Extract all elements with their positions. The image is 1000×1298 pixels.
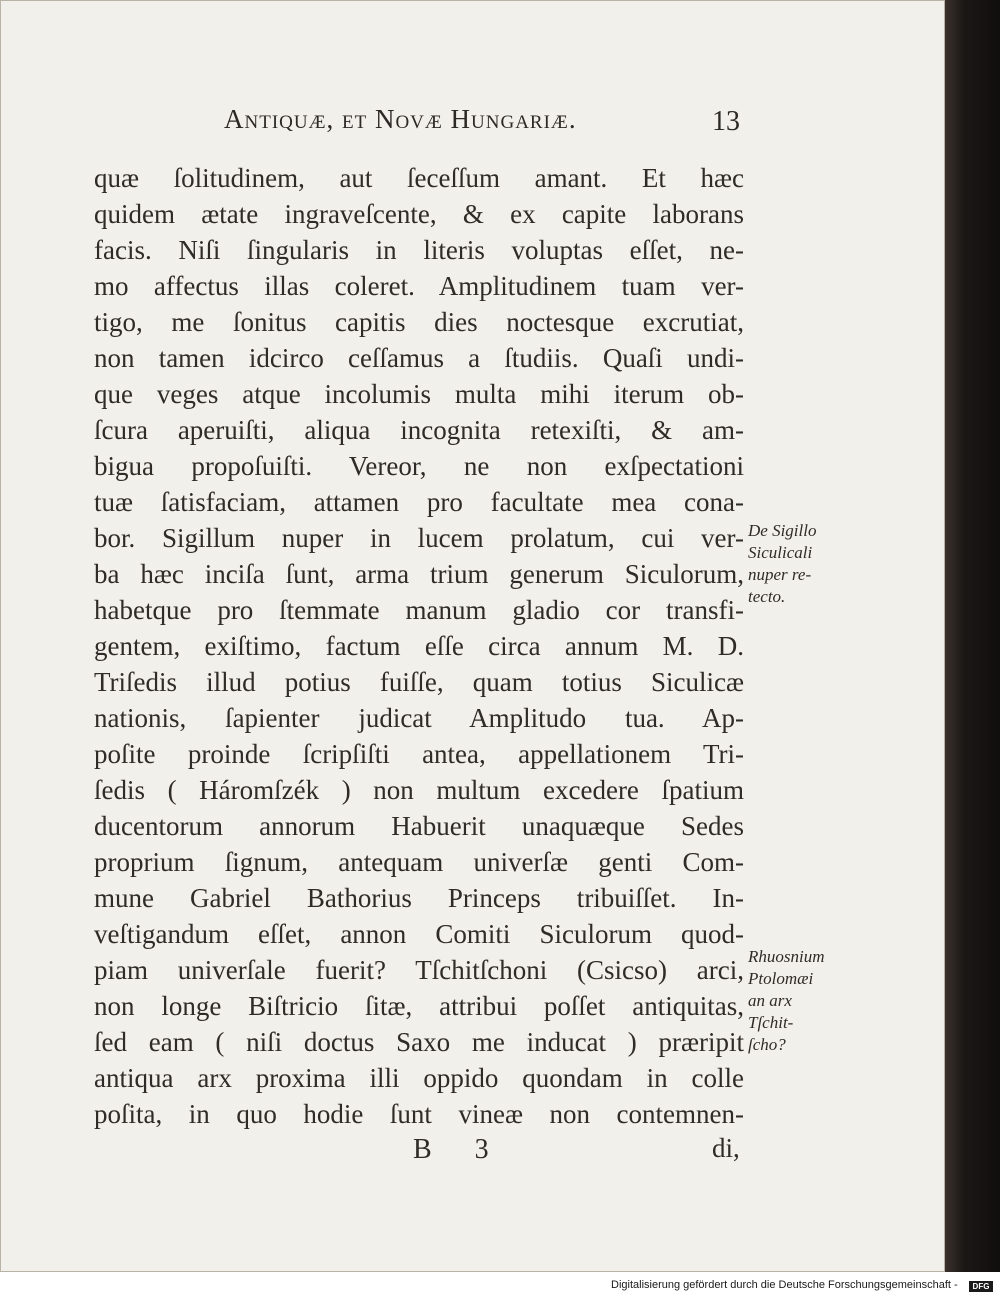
text-line: ducentorum annorum Habuerit unaquæque Sedes xyxy=(94,811,744,841)
margin-note-line: Rhuosnium xyxy=(748,947,825,966)
margin-note-line: nuper re- xyxy=(748,565,812,584)
funding-credit: Digitalisierung gefördert durch die Deutsche Forschungsgemeinschaft - xyxy=(611,1279,958,1291)
text-line: tuæ ſatisfaciam, attamen pro facultate mea cona- xyxy=(94,487,744,517)
margin-note-line: Tſchit- xyxy=(748,1013,794,1032)
margin-note-line: an arx xyxy=(748,991,792,1010)
text-line: ſed eam ( niſi doctus Saxo me inducat ) præripit xyxy=(94,1027,744,1057)
text-line: ba hæc inciſa ſunt, arma trium generum Siculorum, xyxy=(94,559,744,589)
page-number: 13 xyxy=(712,106,740,137)
margin-note-line: tecto. xyxy=(748,587,786,606)
body-text xyxy=(94,160,744,1132)
text-line: que veges atque incolumis multa mihi iterum ob- xyxy=(94,379,744,409)
text-line: piam univerſale fuerit? Tſchitſchoni (Csicso) arci, xyxy=(94,955,744,985)
text-line: antiqua arx proxima illi oppido quondam in colle xyxy=(94,1063,744,1093)
text-line: quæ ſolitudinem, aut ſeceſſum amant. Et hæc xyxy=(94,163,744,193)
text-line: veſtigandum eſſet, annon Comiti Siculorum quod- xyxy=(94,919,744,949)
text-line: Triſedis illud potius fuiſſe, quam totius Siculicæ xyxy=(94,667,744,697)
text-line: ſcura aperuiſti, aliqua incognita retexiſti, & am- xyxy=(94,415,744,445)
signature-mark: B 3 xyxy=(413,1134,507,1165)
text-line: habetque pro ſtemmate manum gladio cor transfi- xyxy=(94,595,744,625)
text-line: ſedis ( Háromſzék ) non multum excedere ſpatium xyxy=(94,775,744,805)
text-line: quidem ætate ingraveſcente, & ex capite laborans xyxy=(94,199,744,229)
text-line: poſite proinde ſcripſiſti antea, appellationem Tri- xyxy=(94,739,744,769)
margin-note-sigillo xyxy=(748,520,816,608)
text-line: facis. Niſi ſingularis in literis voluptas eſſet, ne- xyxy=(94,235,744,265)
text-line: poſita, in quo hodie ſunt vineæ non contemnen- xyxy=(94,1099,744,1129)
book-spine-edge xyxy=(945,0,1000,1272)
margin-note-line: ſcho? xyxy=(748,1035,786,1054)
running-head: Antiquæ, et Novæ Hungariæ. xyxy=(224,104,577,134)
dfg-logo-icon: DFG xyxy=(969,1281,993,1292)
text-line: non longe Biſtricio ſitæ, attribui poſſet antiquitas, xyxy=(94,991,744,1021)
text-line: non tamen idcirco ceſſamus a ſtudiis. Quaſi undi- xyxy=(94,343,744,373)
margin-note-rhuosnium xyxy=(748,946,825,1056)
margin-note-line: De Sigillo xyxy=(748,521,817,540)
text-line: bor. Sigillum nuper in lucem prolatum, cui ver- xyxy=(94,523,744,553)
text-line: proprium ſignum, antequam univerſæ genti Com- xyxy=(94,847,744,877)
text-line: tigo, me ſonitus capitis dies noctesque excrutiat, xyxy=(94,307,744,337)
text-line: mune Gabriel Bathorius Princeps tribuiſſet. In- xyxy=(94,883,744,913)
text-line: mo affectus illas coleret. Amplitudinem tuam ver- xyxy=(94,271,744,301)
text-line: gentem, exiſtimo, factum eſſe circa annum M. D. xyxy=(94,631,744,661)
margin-note-line: Ptolomæi xyxy=(748,969,814,988)
catchword: di, xyxy=(712,1133,740,1163)
text-line: nationis, ſapienter judicat Amplitudo tua. Ap- xyxy=(94,703,744,733)
text-line: bigua propoſuiſti. Vereor, ne non exſpectationi xyxy=(94,451,744,481)
margin-note-line: Siculicali xyxy=(748,543,813,562)
